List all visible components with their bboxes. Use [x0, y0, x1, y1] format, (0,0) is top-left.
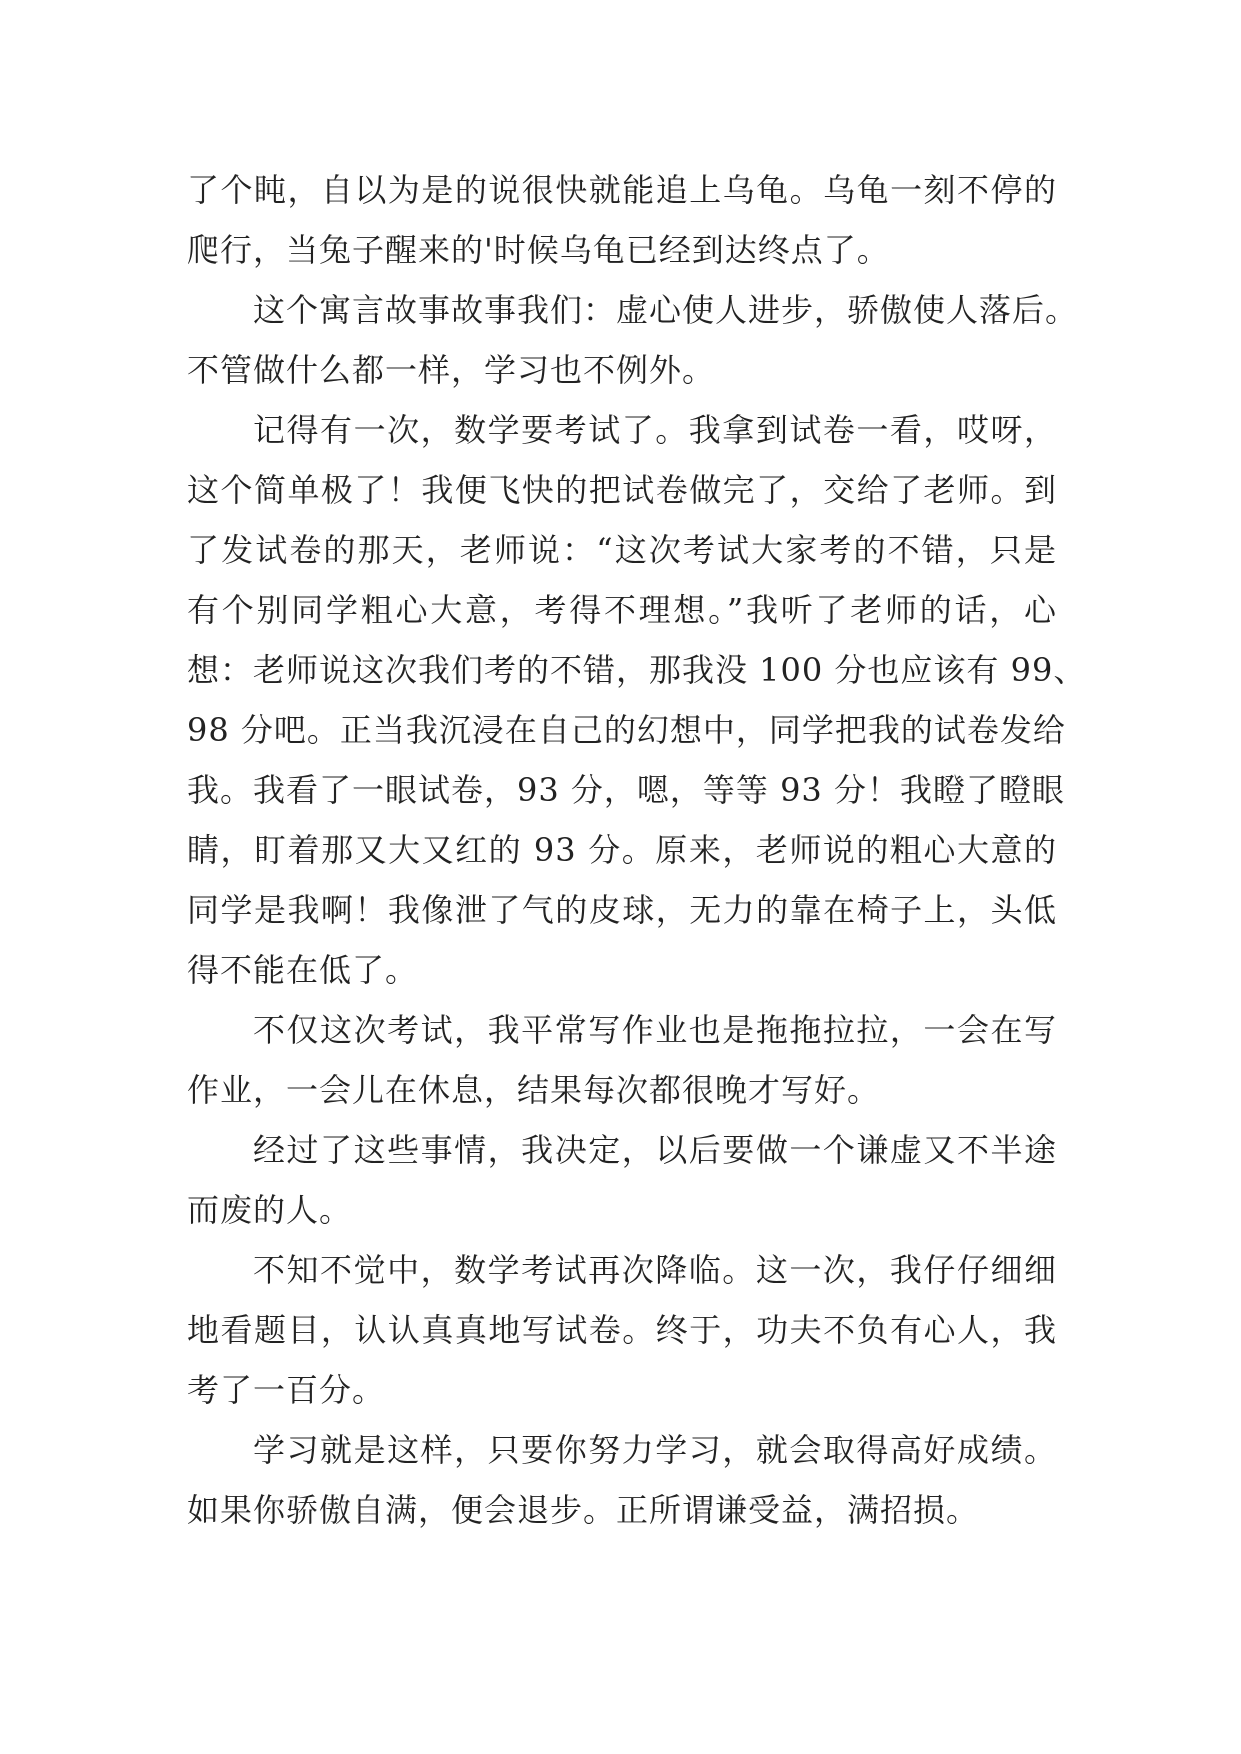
text-line: 经过了这些事情，我决定，以后要做一个谦虚又不半途 [253, 1131, 1057, 1169]
text-line: 了个盹，自以为是的说很快就能追上乌龟。乌龟一刻不停的 [187, 171, 1057, 209]
text-line: 得不能在低了。 [187, 951, 419, 989]
text-line: 如果你骄傲自满，便会退步。正所谓谦受益，满招损。 [187, 1491, 980, 1529]
text-line: 记得有一次，数学要考试了。我拿到试卷一看，哎呀， [253, 411, 1057, 449]
text-line: 爬行，当兔子醒来的'时候乌龟已经到达终点了。 [187, 231, 890, 269]
text-line: 不知不觉中，数学考试再次降临。这一次，我仔仔细细 [253, 1251, 1057, 1289]
text-line: 地看题目，认认真真地写试卷。终于，功夫不负有心人，我 [187, 1311, 1057, 1349]
text-line: 而废的人。 [187, 1191, 353, 1229]
text-line: 不管做什么都一样，学习也不例外。 [187, 351, 716, 389]
text-line: 这个简单极了！我便飞快的把试卷做完了，交给了老师。到 [187, 471, 1057, 509]
text-line: 有个别同学粗心大意，考得不理想。”我听了老师的话，心 [187, 591, 1057, 629]
body-text [187, 160, 1087, 1540]
text-line: 同学是我啊！我像泄了气的皮球，无力的靠在椅子上，头低 [187, 891, 1057, 929]
text-line: 睛，盯着那又大又红的 93 分。原来，老师说的粗心大意的 [187, 831, 1057, 869]
text-line: 作业，一会儿在休息，结果每次都很晚才写好。 [187, 1071, 881, 1109]
text-line: 了发试卷的那天，老师说：“这次考试大家考的不错，只是 [187, 531, 1057, 569]
text-line: 考了一百分。 [187, 1371, 386, 1409]
text-line: 想：老师说这次我们考的不错，那我没 100 分也应该有 99、 [187, 651, 1087, 689]
text-line: 98 分吧。正当我沉浸在自己的幻想中，同学把我的试卷发给 [187, 711, 1066, 749]
text-line: 学习就是这样，只要你努力学习，就会取得高好成绩。 [253, 1431, 1057, 1469]
text-line: 这个寓言故事故事我们：虚心使人进步，骄傲使人落后。 [253, 291, 1079, 329]
text-line: 不仅这次考试，我平常写作业也是拖拖拉拉，一会在写 [253, 1011, 1057, 1049]
text-line: 我。我看了一眼试卷，93 分，嗯，等等 93 分！我瞪了瞪眼 [187, 771, 1065, 809]
